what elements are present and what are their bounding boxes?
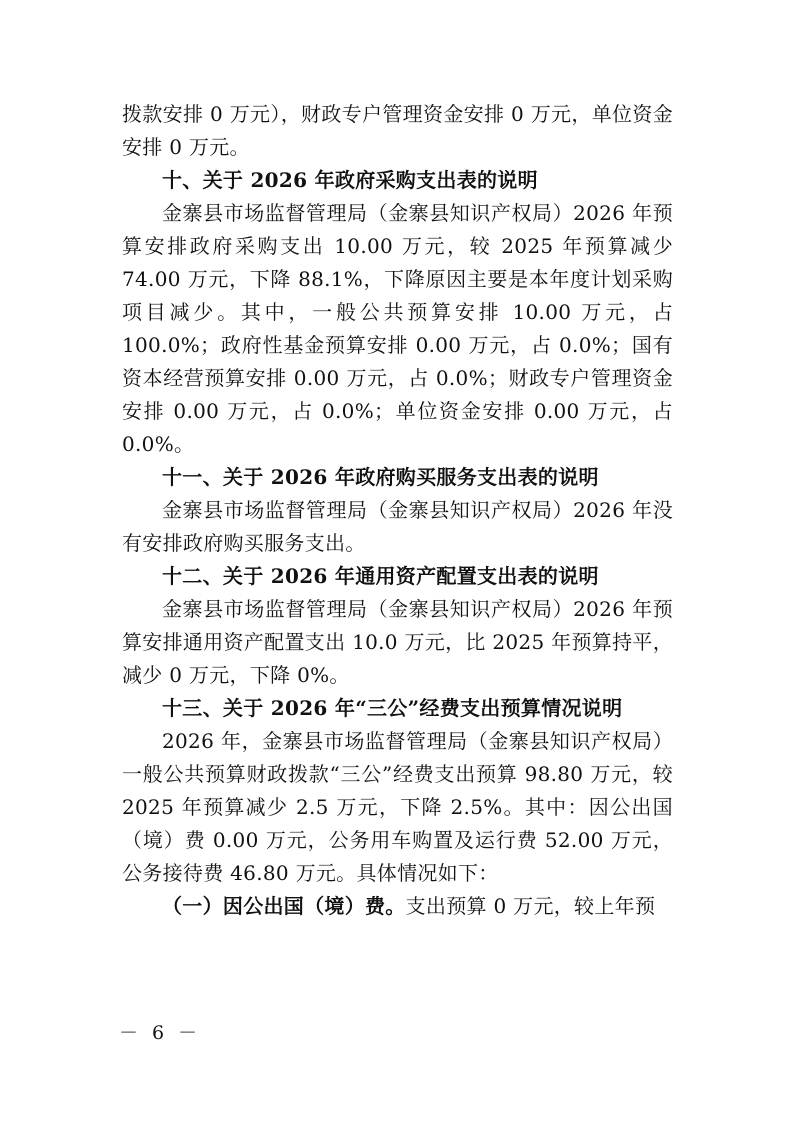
paragraph-three-public: 2026 年，金寨县市场监督管理局（金寨县知识产权局）一般公共预算财政拨款“三公”经费支出预算 98.80 万元，较 2025 年预算减少 2.5 万元，下降 2.5%。其中：因公出国（境）费 0.00 万元，公务用车购置及运行费 52.00 万元，公务接待费 46.80 万元。具体情况如下： — [122, 729, 673, 885]
paragraph-overseas-travel — [122, 890, 673, 923]
document-body — [122, 98, 673, 923]
section-heading-11: 十一、关于 2026 年政府购买服务支出表的说明 — [162, 465, 599, 489]
paragraph-continuation: 拨款安排 0 万元），财政专户管理资金安排 0 万元，单位资金安排 0 万元。 — [122, 102, 673, 159]
section-heading-10: 十、关于 2026 年政府采购支出表的说明 — [162, 168, 538, 192]
section-heading-12: 十二、关于 2026 年通用资产配置支出表的说明 — [162, 564, 599, 588]
paragraph-assets: 金寨县市场监督管理局（金寨县知识产权局）2026 年预算安排通用资产配置支出 10.0 万元，比 2025 年预算持平，减少 0 万元，下降 0%。 — [122, 597, 673, 687]
subsection-text: 支出预算 0 万元，较上年预 — [405, 894, 656, 918]
paragraph-services: 金寨县市场监督管理局（金寨县知识产权局）2026 年没有安排政府购买服务支出。 — [122, 498, 673, 555]
paragraph-procurement: 金寨县市场监督管理局（金寨县知识产权局）2026 年预算安排政府采购支出 10.00 万元，较 2025 年预算减少 74.00 万元，下降 88.1%，下降原因主要是本年度计划采购项目减少。其中，一般公共预算安排 10.00 万元，占 100.0%；政府性基金预算安排 0.00 万元，占 0.0%；国有资本经营预算安排 0.00 万元，占 0.0%；财政专户管理资金安排 0.00 万元，占 0.0%；单位资金安排 0.00 万元，占 0.0%。 — [122, 201, 673, 456]
page-number: － 6 － — [119, 1022, 202, 1044]
subsection-lead: （一）因公出国（境）费。 — [162, 894, 406, 918]
section-heading-13: 十三、关于 2026 年“三公”经费支出预算情况说明 — [162, 696, 623, 720]
